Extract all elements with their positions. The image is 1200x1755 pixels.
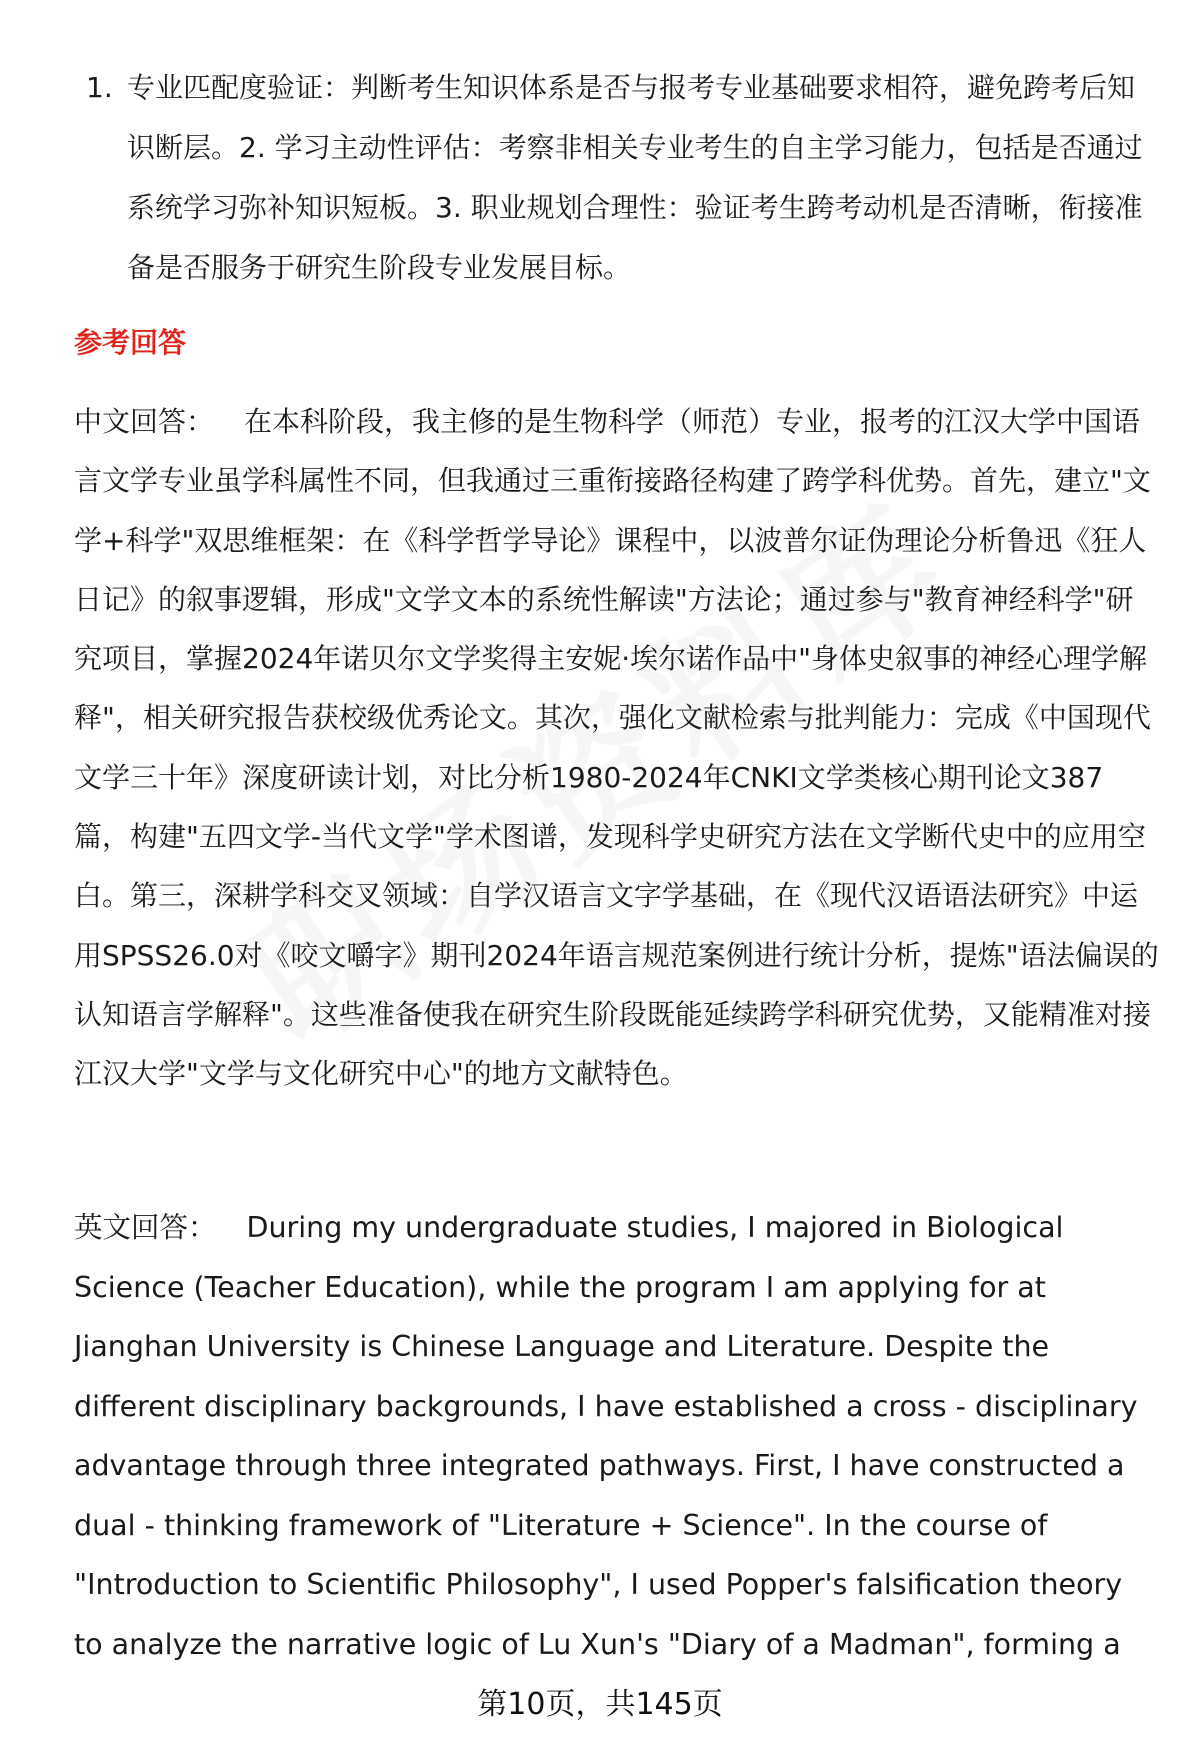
list-item-text: 专业匹配度验证：判断考生知识体系是否与报考专业基础要求相符，避免跨考后知识断层。2. 学习主动性评估：考察非相关专业考生的自主学习能力，包括是否通过系统学习弥补知识短板。3. 职业规划合理性：验证考生跨考动机是否清晰，衔接准备是否服务于研究生阶段专业发展目标。 bbox=[127, 71, 1143, 284]
english-answer-paragraph bbox=[74, 1198, 1159, 1674]
list-item-number: 1. bbox=[86, 71, 113, 104]
english-answer-label: 英文回答： bbox=[74, 1211, 217, 1244]
page-number-footer: 第10页，共145页 bbox=[477, 1687, 723, 1722]
chinese-answer-paragraph bbox=[74, 392, 1159, 1104]
criteria-list bbox=[72, 58, 1152, 298]
english-answer-text: During my undergraduate studies, I majored in Biological Science (Teacher Education), while the program I am applying for at Jianghan University is Chinese Language and Literature. Despite the different disciplinary backgrounds, I have established a cross - disciplinary advantage through three integrated pathways. First, I have constructed a dual - thinking framework of "Literature + Science". In the course of "Introduction to Scientific Philosophy", I used Popper's falsification theory to analyze the narrative logic of Lu Xun's "Diary of a Madman", forming a bbox=[74, 1211, 1138, 1661]
list-item bbox=[72, 58, 1152, 298]
chinese-answer-text: 在本科阶段，我主修的是生物科学（师范）专业，报考的江汉大学中国语言文学专业虽学科属性不同，但我通过三重衔接路径构建了跨学科优势。首先，建立"文学+科学"双思维框架：在《科学哲学导论》课程中，以波普尔证伪理论分析鲁迅《狂人日记》的叙事逻辑，形成"文学文本的系统性解读"方法论；通过参与"教育神经科学"研究项目，掌握2024年诺贝尔文学奖得主安妮·埃尔诺作品中"身体史叙事的神经心理学解释"，相关研究报告获校级优秀论文。其次，强化文献检索与批判能力：完成《中国现代文学三十年》深度研读计划，对比分析1980-2024年CNKI文学类核心期刊论文387篇，构建"五四文学-当代文学"学术图谱，发现科学史研究方法在文学断代史中的应用空白。第三，深耕学科交叉领域：自学汉语言文字学基础，在《现代汉语语法研究》中运用SPSS26.0对《咬文嚼字》期刊2024年语言规范案例进行统计分析，提炼"语法偏误的认知语言学解释"。这些准备使我在研究生阶段既能延续跨学科研究优势，又能精准对接江汉大学"文学与文化研究中心"的地方文献特色。 bbox=[74, 405, 1159, 1091]
reference-answer-heading: 参考回答 bbox=[74, 326, 187, 359]
chinese-answer-label: 中文回答： bbox=[74, 405, 215, 438]
